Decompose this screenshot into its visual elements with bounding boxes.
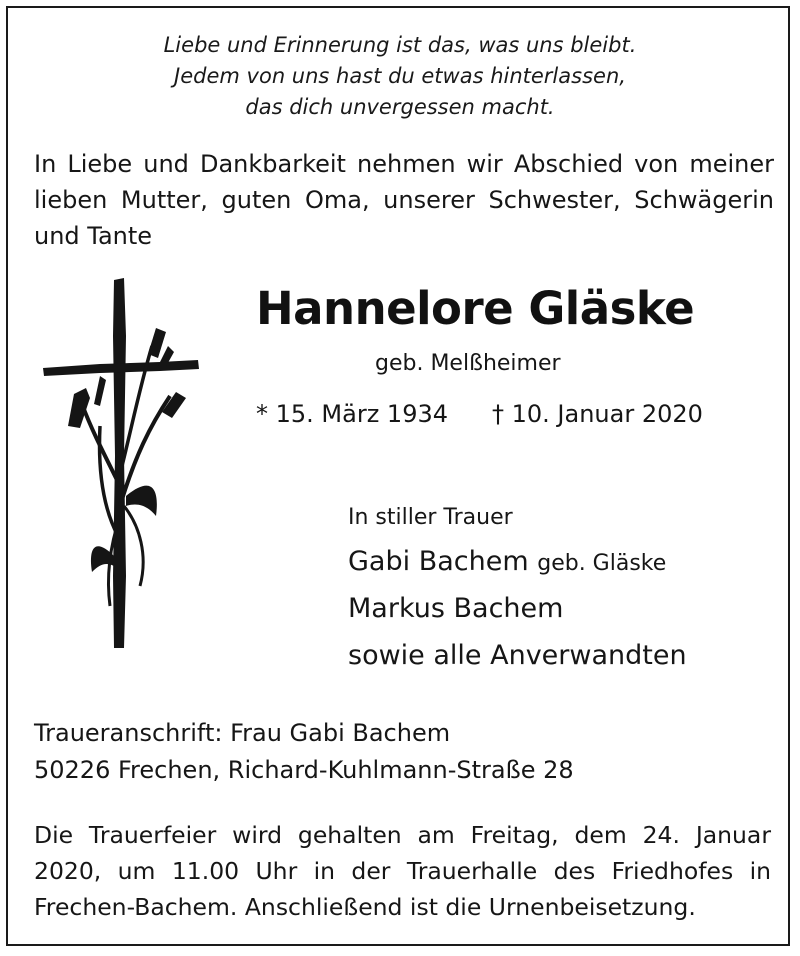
funeral-text: Die Trauerfeier wird gehalten am Freitag, dem 24. Januar 2020, um 11.00 Uhr in der Trauerhalle des Friedhofes in Frechen-Bachem. Anschließend ist die Urnenbeisetzung. bbox=[34, 821, 771, 921]
address-line-1: Traueranschrift: Frau Gabi Bachem bbox=[34, 719, 451, 747]
mourner-1-note: geb. Gläske bbox=[537, 551, 667, 576]
motto-line-3: das dich unvergessen macht. bbox=[245, 95, 555, 119]
motto-line-1: Liebe und Erinnerung ist das, was uns bleibt. bbox=[163, 33, 637, 57]
maiden-name: geb. Melßheimer bbox=[375, 351, 561, 376]
mourner-1 bbox=[348, 546, 666, 577]
address-line-2: 50226 Frechen, Richard-Kuhlmann-Straße 28 bbox=[34, 756, 574, 784]
cross-with-wheat-icon bbox=[40, 276, 202, 652]
mourner-2: Markus Bachem bbox=[348, 593, 564, 624]
mourners-intro: In stiller Trauer bbox=[348, 505, 513, 530]
mourner-others: sowie alle Anverwandten bbox=[348, 640, 687, 671]
mourner-1-name: Gabi Bachem bbox=[348, 546, 529, 577]
intro-text: In Liebe und Dankbarkeit nehmen wir Abschied von meiner lieben Mutter, guten Oma, unserer Schwester, Schwägerin und Tante bbox=[34, 150, 774, 250]
death-date: † 10. Januar 2020 bbox=[492, 400, 703, 428]
deceased-name: Hannelore Gläske bbox=[256, 282, 695, 335]
birth-date: * 15. März 1934 bbox=[256, 400, 449, 428]
motto bbox=[0, 30, 800, 123]
motto-line-2: Jedem von uns hast du etwas hinterlassen, bbox=[174, 64, 626, 88]
